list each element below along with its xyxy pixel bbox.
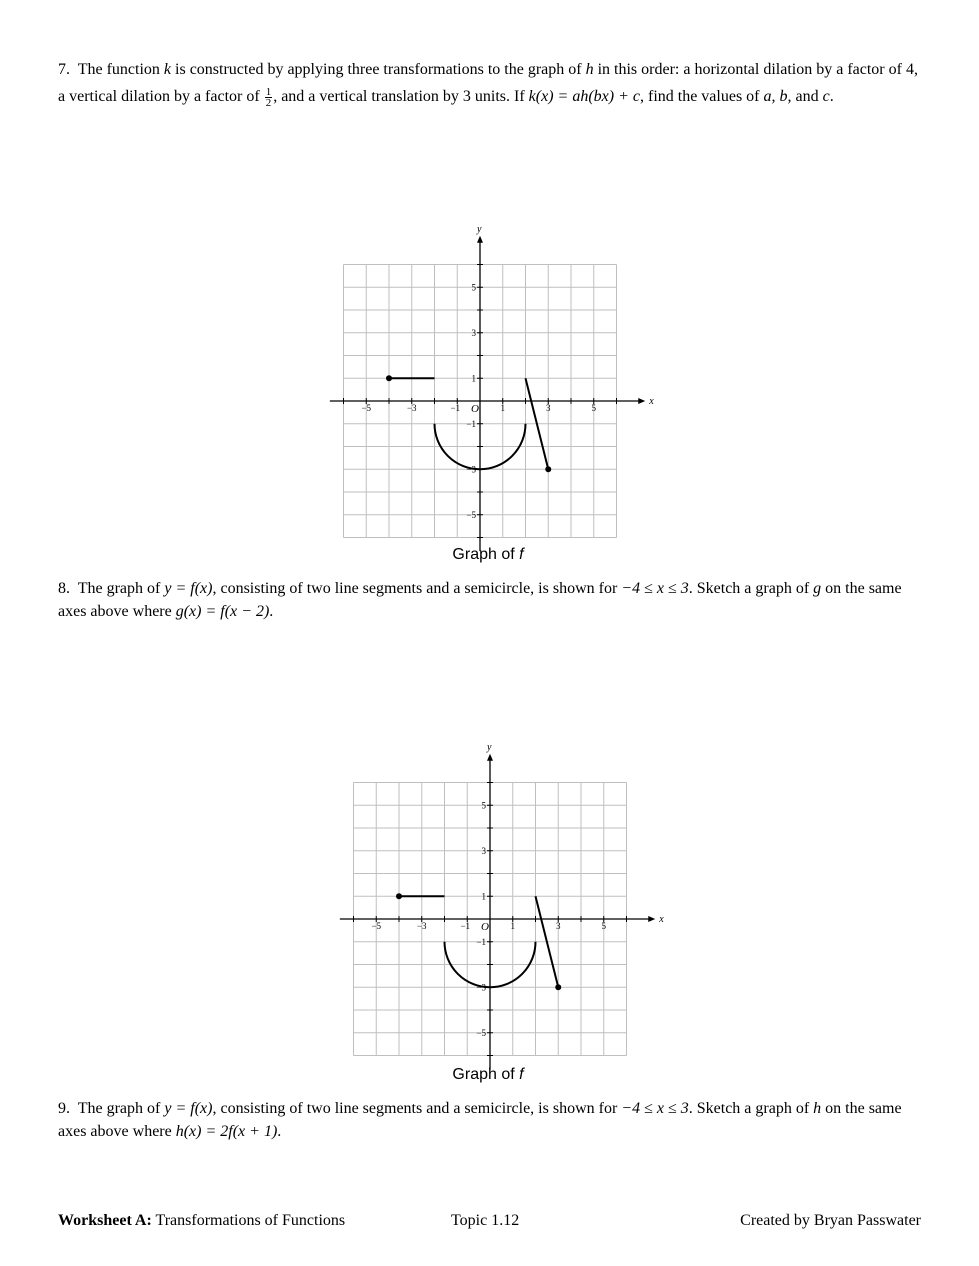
x-tick-label: 1 [500,403,505,413]
x-tick-label: 3 [556,921,561,931]
question-7: 7. The function k is constructed by applying three transformations to the graph of h in this order: a horizontal dilation by a factor of 4, a vertical dilation by a factor of $\frac{1}{2}$ , and a vertical translation by 3 units. If k(x) = ah(bx) + c, find the values of a, b, and c. [58,61,918,109]
endpoint-dot [555,984,561,990]
x-tick-label: 1 [510,921,515,931]
y-tick-label: −3 [476,982,486,993]
y-tick-label: 5 [481,800,486,811]
question-8: 8. The graph of y = f(x), consisting of two line segments and a semicircle, is shown for −4 ≤ x ≤ 3. Sketch a graph of g on the same axes above where g(x) = f(x − 2). [58,580,902,620]
axes [340,754,655,1069]
x-tick-label: −5 [361,403,372,413]
y-axis-label: y [477,223,482,235]
x-tick-label: 3 [546,403,551,413]
origin-label: O [471,403,479,415]
footer-credit: Created by Bryan Passwater [740,1212,921,1229]
endpoint-dot [396,893,402,899]
y-tick-label: 3 [471,327,476,338]
graph-of-f-1 [330,223,654,544]
y-tick-label: −5 [466,509,476,520]
x-axis-arrow-icon [638,398,645,404]
x-axis-arrow-icon [648,916,655,922]
x-axis-label: x [659,914,664,925]
y-tick-label: −1 [466,418,476,429]
y-axis-arrow-icon [477,236,483,243]
x-axis-label: x [649,396,654,407]
y-tick-label: 5 [471,282,476,293]
endpoint-dot [545,466,551,472]
x-tick-label: −3 [416,921,427,931]
tick-labels [361,224,654,520]
footer-topic: Topic 1.12 [451,1212,520,1229]
x-tick-label: 5 [601,921,606,931]
x-tick-label: 5 [591,403,596,413]
y-axis-label: y [487,741,492,753]
y-tick-label: 1 [471,373,476,384]
x-tick-label: −1 [460,921,471,931]
y-tick-label: −1 [476,936,486,947]
y-axis-arrow-icon [487,754,493,761]
footer-worksheet-title: Worksheet A: Transformations of Functions [58,1212,346,1229]
question-9: 9. The graph of y = f(x), consisting of two line segments and a semicircle, is shown for −4 ≤ x ≤ 3. Sketch a graph of h on the same axes above where h(x) = 2f(x + 1). [58,1100,902,1140]
tick-labels [371,742,664,1038]
graph-caption-2: Graph of f [452,1066,524,1083]
endpoint-dot [386,375,392,381]
x-tick-label: −3 [406,403,417,413]
fraction-one-half: $\frac{1}{2}$ [265,85,272,109]
y-tick-label: 3 [481,845,486,856]
x-tick-label: −1 [450,403,461,413]
y-tick-label: −3 [466,464,476,475]
graph-caption-1: Graph of f [452,546,524,563]
y-tick-label: 1 [481,891,486,902]
y-tick-label: −5 [476,1027,486,1038]
x-tick-label: −5 [371,921,382,931]
origin-label: O [481,921,489,933]
graph-of-f-2 [340,741,664,1062]
axes [330,236,645,551]
